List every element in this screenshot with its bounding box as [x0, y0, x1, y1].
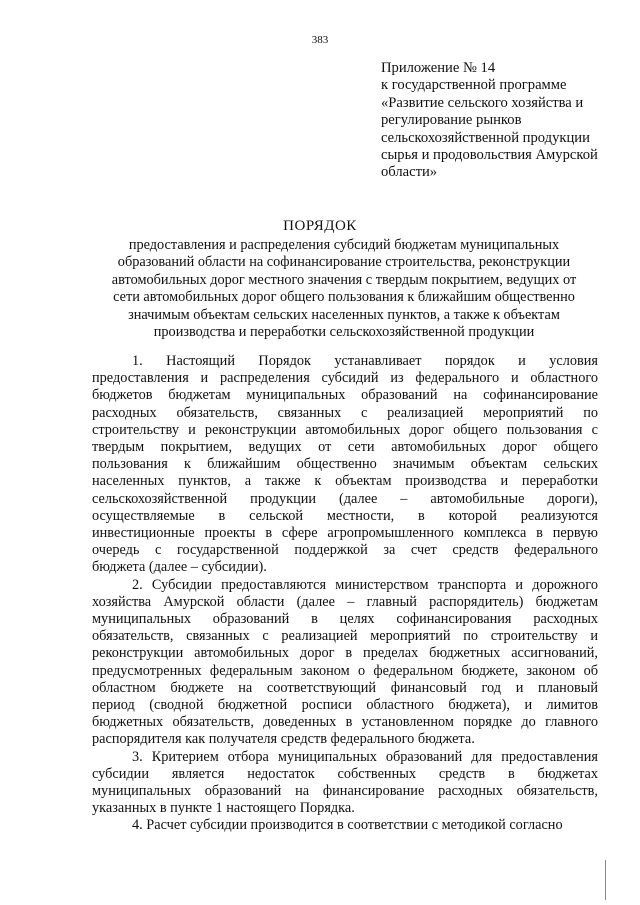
paragraph-1-line: 1. Настоящий Порядок устанавливает порядок и условия	[132, 353, 598, 369]
annex-line: сельскохозяйственной продукции	[381, 129, 590, 146]
paragraph-3-line: 3. Критерием отбора муниципальных образований для предоставления	[132, 748, 598, 765]
paragraph-1-line: сельскохозяйственной продукции (далее – автомобильные дороги),	[92, 490, 598, 507]
annex-line: к государственной программе	[381, 77, 567, 94]
annex-line: регулирование рынков	[381, 112, 522, 129]
paragraph-3-line: указанных в пункте 1 настоящего Порядка.	[92, 800, 355, 817]
paragraph-1-line: инвестиционные проекты в сфере агропромышленного комплекса в первую	[92, 525, 598, 542]
paragraph-2-line: муниципальных образований в целях софинансирования расходных	[92, 611, 598, 628]
paragraph-4-line: 4. Расчет субсидии производится в соответствии с методикой согласно	[132, 817, 563, 834]
subtitle-line: образований области на софинансирование строительства, реконструкции	[117, 254, 571, 271]
paragraph-1-line: очередь с государственной поддержкой за счет средств федерального	[92, 542, 598, 559]
paragraph-1-line: пользования к ближайшим общественно значимым объектам сельских	[92, 456, 598, 473]
paragraph-2-line: реконструкции автомобильных дорог в пределах бюджетных ассигнований,	[92, 645, 598, 662]
subtitle-line: производства и переработки сельскохозяйственной продукции	[153, 324, 535, 341]
scan-edge-mark	[605, 860, 606, 900]
paragraph-1-line: предоставления и распределения субсидий из федерального и областного	[92, 370, 598, 387]
paragraph-1-line: расходных обязательств, связанных с реализацией мероприятий по	[92, 404, 598, 421]
paragraph-2-line: обязательств, связанных с реализацией мероприятий по строительству и	[92, 628, 598, 645]
paragraph-2-line: областном бюджете на соответствующий финансовый год и плановый	[92, 679, 598, 696]
annex-line: Приложение № 14	[381, 60, 496, 76]
paragraph-3-line: субсидии является недостаток собственных средств в бюджетах	[92, 765, 598, 782]
paragraph-1-line: бюджетов бюджетам муниципальных образований на софинансирование	[92, 387, 598, 404]
subtitle-line: значимым объектам сельских населенных пунктов, а также к объектам	[128, 306, 560, 323]
document-subtitle	[84, 237, 604, 341]
paragraph-2-line: 2. Субсидии предоставляются министерством транспорта и дорожного	[132, 576, 598, 593]
paragraph-2-line: бюджетных обязательств, доведенных в установленном порядке до главного	[92, 714, 598, 731]
annex-line: области»	[381, 164, 438, 181]
paragraph-1-line: строительству и реконструкции автомобильных дорог общего пользования с	[92, 421, 598, 438]
paragraph-2-line: предусмотренных федеральным законом о федеральном бюджете, законом об	[92, 662, 598, 679]
annex-header	[381, 60, 621, 182]
paragraph-2-line: хозяйства Амурской области (далее – главный распорядитель) бюджетам	[92, 593, 598, 610]
paragraph-1-line: населенных пунктов, а также к объектам производства и переработки	[92, 473, 598, 490]
annex-line: «Развитие сельского хозяйства и	[381, 94, 584, 111]
subtitle-line: предоставления и распределения субсидий бюджетам муниципальных	[128, 237, 560, 253]
document-title: ПОРЯДОК	[283, 218, 357, 234]
subtitle-line: сети автомобильных дорог общего пользования к ближайшим общественно	[113, 289, 575, 306]
paragraph-2-line: период (сводной бюджетной росписи областного бюджета), и лимитов	[92, 697, 598, 714]
paragraph-1-line: осуществляемые в сельской местности, в которой реализуются	[92, 507, 598, 524]
paragraph-1-line: бюджета (далее – субсидии).	[92, 559, 267, 576]
paragraph-2-line: распорядителя как получателя средств федерального бюджета.	[92, 731, 475, 748]
annex-line: сырья и продовольствия Амурской	[381, 147, 598, 164]
paragraph-1-line: твердым покрытием, ведущих от сети автомобильных дорог общего	[92, 439, 598, 456]
paragraph-3-line: муниципальных образований на финансирование расходных обязательств,	[92, 783, 598, 800]
document-body	[92, 353, 598, 835]
subtitle-line: автомобильных дорог местного значения с твердым покрытием, ведущих от	[111, 271, 577, 288]
page-number: 383	[311, 34, 329, 46]
